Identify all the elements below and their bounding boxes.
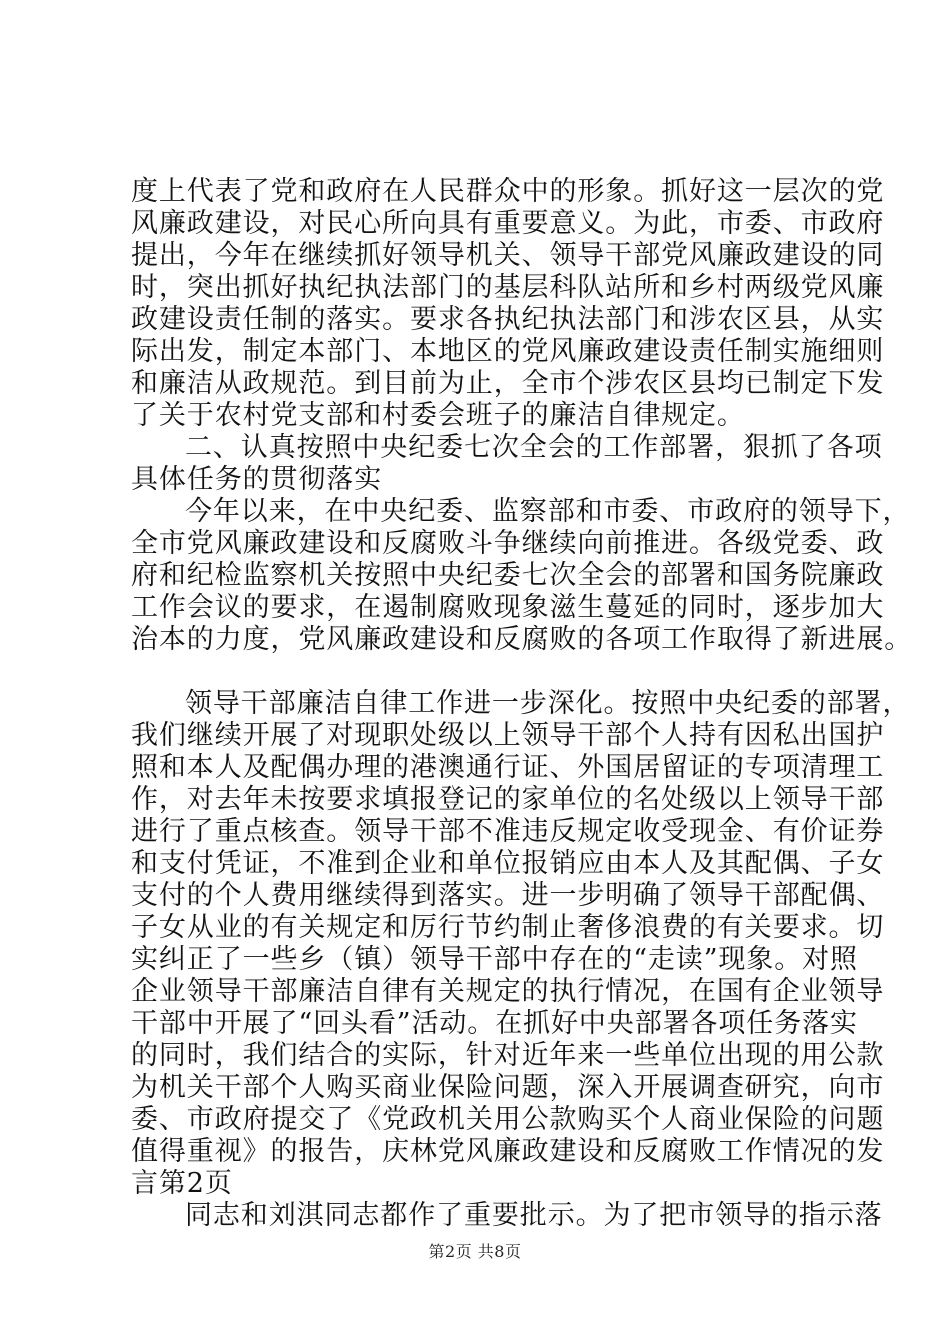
body-text-line: 作，对去年未按要求填报登记的家单位的名处级以上领导干部 <box>131 784 885 815</box>
body-text-line: 子女从业的有关规定和厉行节约制止奢侈浪费的有关要求。切 <box>131 912 885 943</box>
body-text-line: 实纠正了一些乡（镇）领导干部中存在的“走读”现象。对照 <box>131 944 858 975</box>
body-text-line: 和廉洁从政规范。到目前为止，全市个涉农区县均已制定下发 <box>131 368 885 399</box>
body-text-line: 委、市政府提交了《党政机关用公款购买个人商业保险的问题 <box>131 1104 885 1135</box>
body-text-line: 度上代表了党和政府在人民群众中的形象。抓好这一层次的党 <box>131 176 885 207</box>
body-text-line: 的同时，我们结合的实际，针对近年来一些单位出现的用公款 <box>131 1040 885 1071</box>
body-text-line: 为机关干部个人购买商业保险问题，深入开展调查研究，向市 <box>131 1072 885 1103</box>
body-text-line: 今年以来，在中央纪委、监察部和市委、市政府的领导下， <box>185 496 911 527</box>
section-heading-line: 具体任务的贯彻落实 <box>131 464 383 495</box>
body-text-line: 言第2页 <box>131 1168 233 1199</box>
body-text-line: 支付的个人费用继续得到落实。进一步明确了领导干部配偶、 <box>131 880 885 911</box>
page-number-footer: 第2页 共8页 <box>428 1242 522 1261</box>
body-text-line: 同志和刘淇同志都作了重要批示。为了把市领导的指示落 <box>185 1200 883 1231</box>
body-text-line: 风廉政建设，对民心所向具有重要意义。为此，市委、市政府 <box>131 208 885 239</box>
body-text-line: 企业领导干部廉洁自律有关规定的执行情况，在国有企业领导 <box>131 976 885 1007</box>
body-text-line: 和支付凭证，不准到企业和单位报销应由本人及其配偶、子女 <box>131 848 885 879</box>
section-heading-line: 二、认真按照中央纪委七次全会的工作部署，狠抓了各项 <box>185 432 883 463</box>
body-text-line: 工作会议的要求，在遏制腐败现象滋生蔓延的同时，逐步加大 <box>131 592 885 623</box>
body-text-line: 了关于农村党支部和村委会班子的廉洁自律规定。 <box>131 400 745 431</box>
body-text-line: 进行了重点核查。领导干部不准违反规定收受现金、有价证券 <box>131 816 885 847</box>
body-text-line: 领导干部廉洁自律工作进一步深化。按照中央纪委的部署， <box>185 688 911 719</box>
body-text-line: 治本的力度，党风廉政建设和反腐败的各项工作取得了新进展。 <box>131 624 913 655</box>
body-text-line: 照和本人及配偶办理的港澳通行证、外国居留证的专项清理工 <box>131 752 885 783</box>
body-text-line: 干部中开展了“回头看”活动。在抓好中央部署各项任务落实 <box>131 1008 858 1039</box>
body-text-line: 府和纪检监察机关按照中央纪委七次全会的部署和国务院廉政 <box>131 560 885 591</box>
body-text-line: 时，突出抓好执纪执法部门的基层科队站所和乡村两级党风廉 <box>131 272 885 303</box>
body-text-line: 提出，今年在继续抓好领导机关、领导干部党风廉政建设的同 <box>131 240 885 271</box>
body-text-line: 政建设责任制的落实。要求各执纪执法部门和涉农区县，从实 <box>131 304 885 335</box>
body-text-line: 值得重视》的报告，庆林党风廉政建设和反腐败工作情况的发 <box>131 1136 885 1167</box>
body-text-line: 际出发，制定本部门、本地区的党风廉政建设责任制实施细则 <box>131 336 885 367</box>
body-text-line: 全市党风廉政建设和反腐败斗争继续向前推进。各级党委、政 <box>131 528 885 559</box>
body-text-line: 我们继续开展了对现职处级以上领导干部个人持有因私出国护 <box>131 720 885 751</box>
